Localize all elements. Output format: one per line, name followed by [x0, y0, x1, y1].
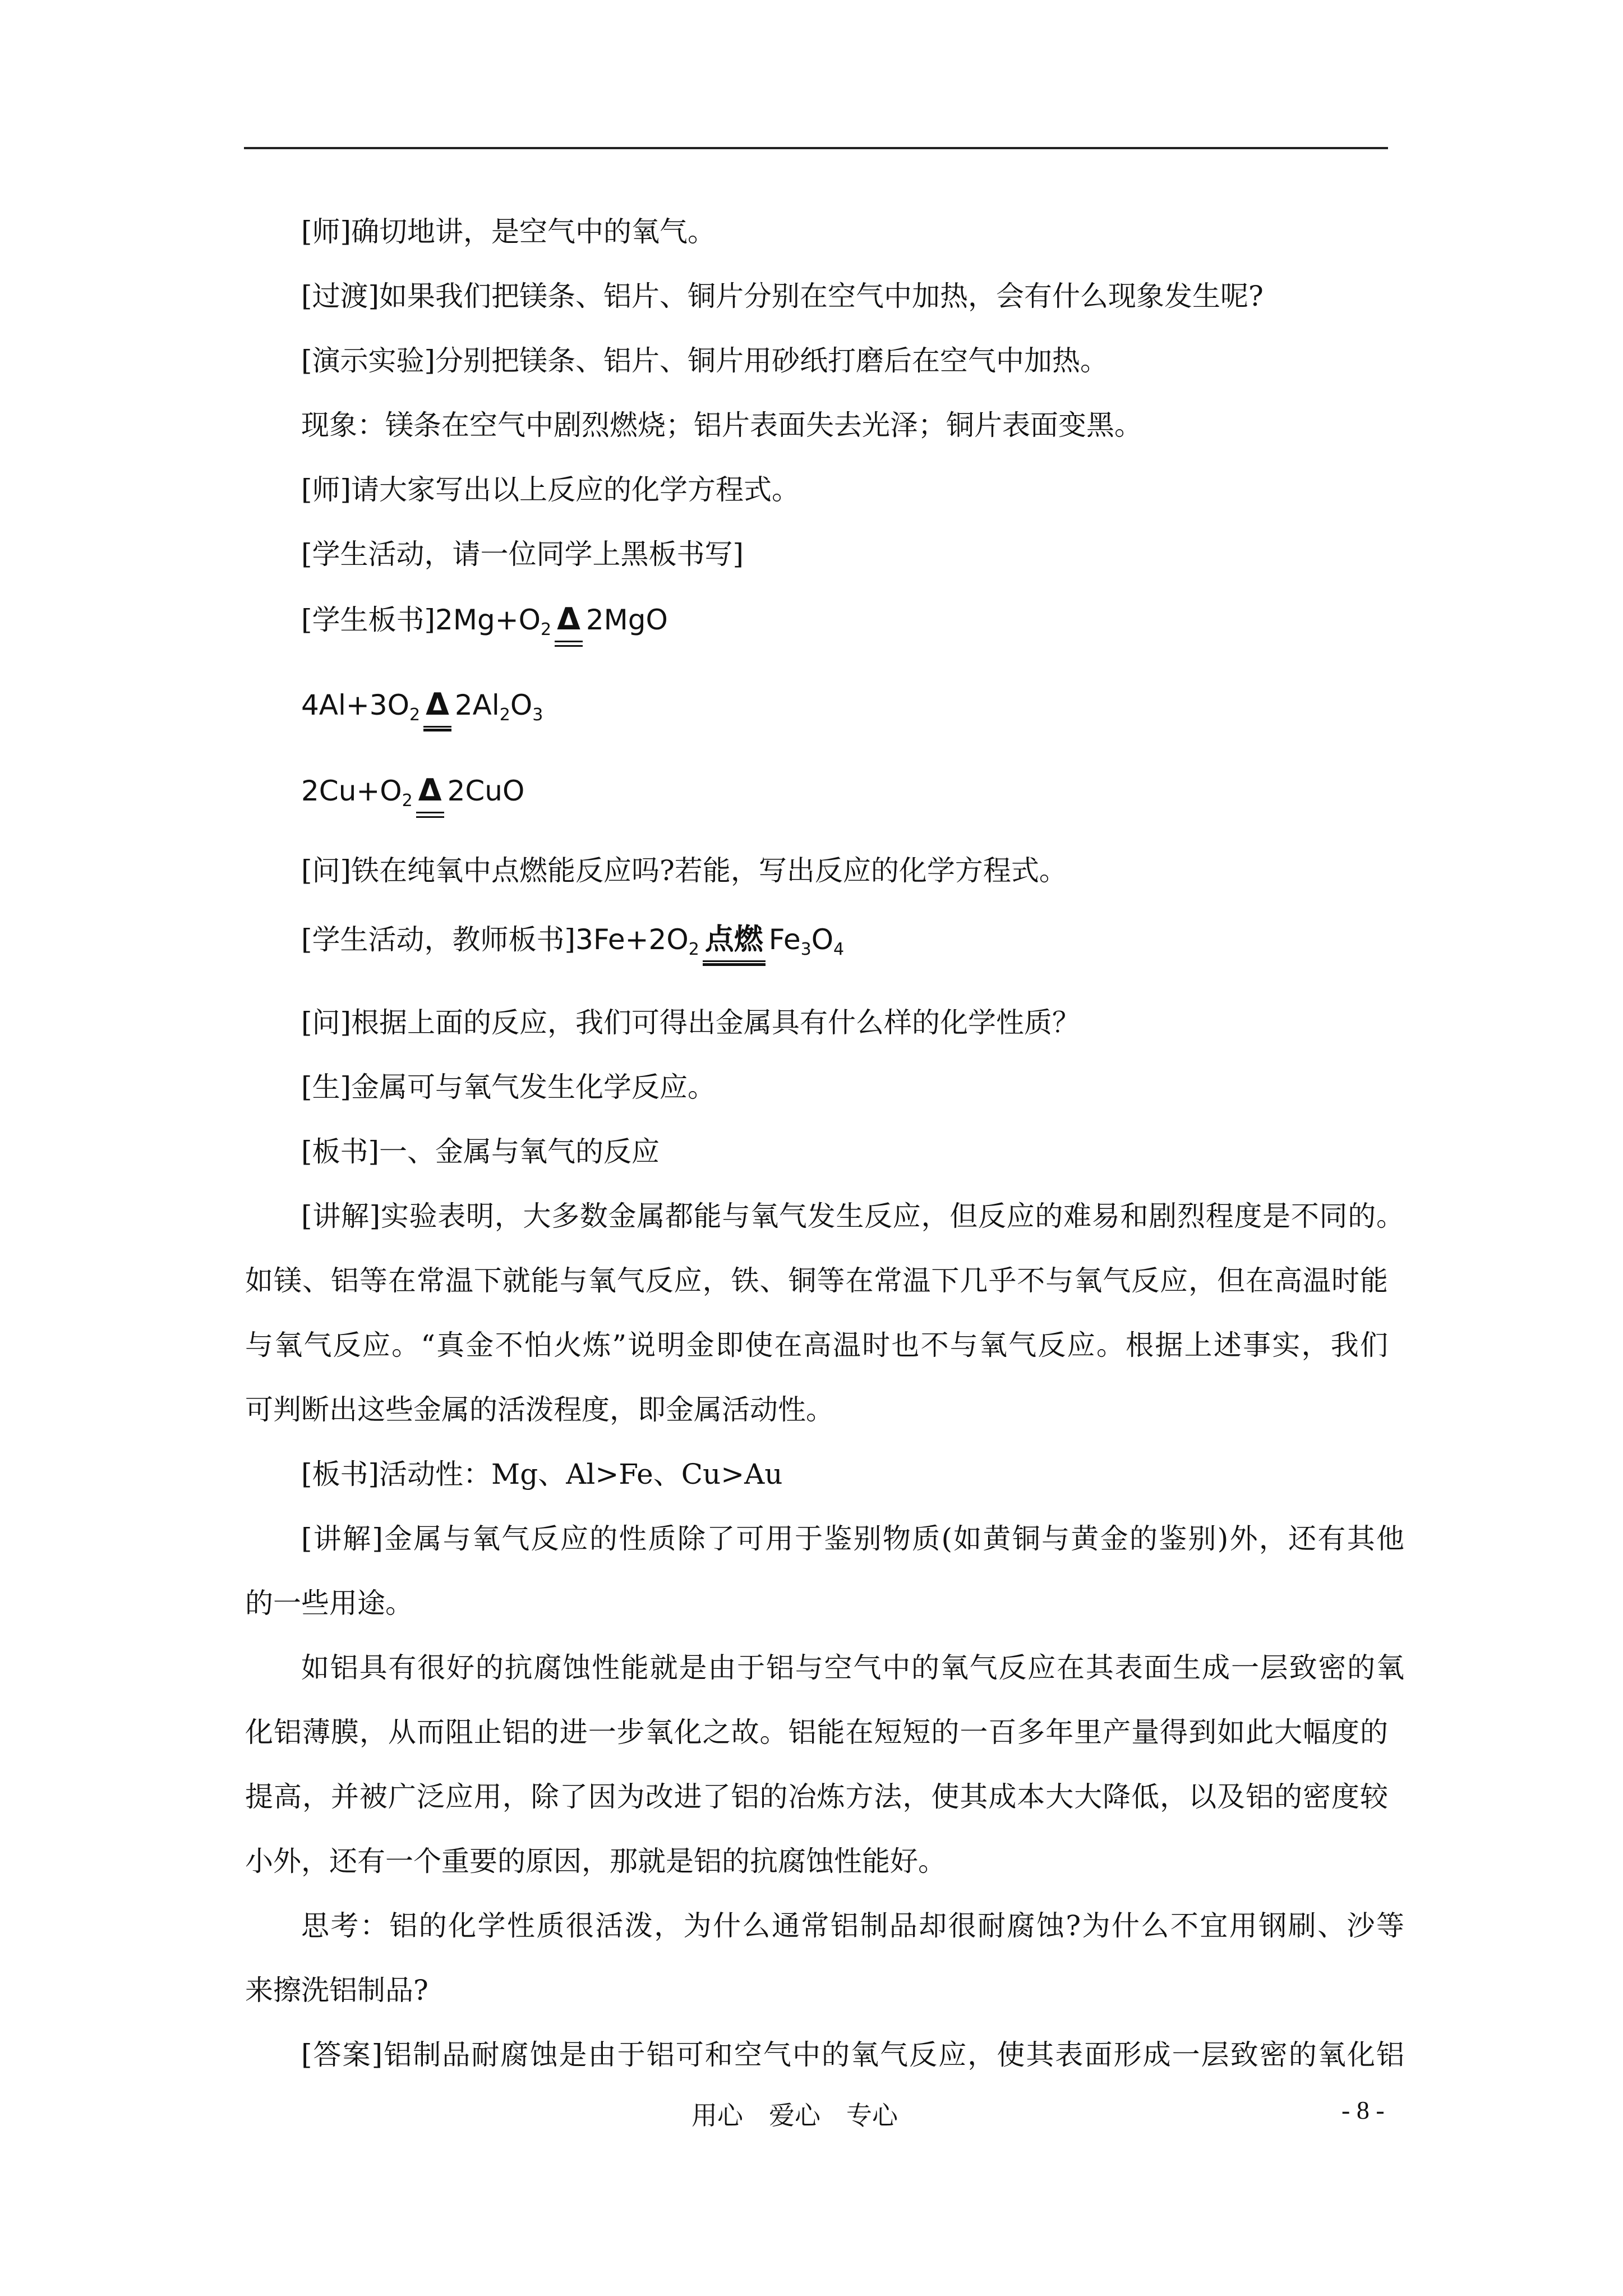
text-line: [板书]一、金属与氧气的反应	[301, 1135, 660, 1168]
text-line: 如镁、铝等在常温下就能与氧气反应，铁、铜等在常温下几乎不与氧气反应，但在高温时能	[245, 1264, 1388, 1297]
header-rule	[244, 147, 1388, 149]
text-line: [过渡]如果我们把镁条、铝片、铜片分别在空气中加热，会有什么现象发生呢?	[301, 280, 1264, 312]
text-line: [讲解]金属与氧气反应的性质除了可用于鉴别物质(如黄铜与黄金的鉴别)外，还有其他	[301, 1522, 1404, 1555]
text-line: [答案]铝制品耐腐蚀是由于铝可和空气中的氧气反应，使其表面形成一层致密的氧化铝	[301, 2039, 1404, 2071]
text-line: 小外，还有一个重要的原因，那就是铝的抗腐蚀性能好。	[245, 1845, 946, 1878]
text-line: [讲解]实验表明，大多数金属都能与氧气发生反应，但反应的难易和剧烈程度是不同的。	[301, 1200, 1404, 1232]
text-line: 现象：镁条在空气中剧烈燃烧；铝片表面失去光泽；铜片表面变黑。	[301, 409, 1142, 441]
equation-al: $4Al+3O_2$ Δ $2Al_2O_3$	[301, 689, 543, 721]
heat-condition: Δ	[555, 600, 583, 647]
heat-condition: Δ	[423, 685, 451, 731]
equation-prefix: [学生活动，教师板书]	[301, 923, 576, 956]
equation-fe-line	[301, 920, 844, 966]
page-number: - 8 -	[1341, 2096, 1385, 2124]
text-line: 如铝具有很好的抗腐蚀性能就是由于铝与空气中的氧气反应在其表面生成一层致密的氧	[301, 1651, 1404, 1684]
text-line: [问]根据上面的反应，我们可得出金属具有什么样的化学性质？	[301, 1006, 1081, 1039]
text-line: 来擦洗铝制品?	[245, 1974, 428, 2007]
equation-cu: $2Cu+O_2$ Δ 2CuO	[301, 775, 524, 807]
text-line: 的一些用途。	[245, 1587, 413, 1619]
equation-mg: $2Mg+O_2$ Δ 2MgO	[435, 604, 668, 636]
text-line: 与氧气反应。“真金不怕火炼”说明金即使在高温时也不与氧气反应。根据上述事实，我们	[245, 1329, 1388, 1361]
footer-slogan: 用心 爱心 专心	[691, 2100, 898, 2131]
equation-mg-line	[301, 600, 668, 647]
equation-al-line	[301, 685, 543, 731]
text-line: [演示实验]分别把镁条、铝片、铜片用砂纸打磨后在空气中加热。	[301, 344, 1109, 377]
text-line: 化铝薄膜，从而阻止铝的进一步氧化之故。铝能在短短的一百多年里产量得到如此大幅度的	[245, 1716, 1388, 1749]
heat-condition: Δ	[416, 771, 444, 818]
text-line: 可判断出这些金属的活泼程度，即金属活动性。	[245, 1393, 834, 1426]
text-line: 思考：铝的化学性质很活泼，为什么通常铝制品却很耐腐蚀?为什么不宜用钢刷、沙等	[301, 1910, 1404, 1942]
text-line: [学生活动，请一位同学上黑板书写]	[301, 538, 744, 570]
text-line: [板书]活动性：Mg、Al>Fe、Cu>Au	[301, 1458, 783, 1490]
text-line: [问]铁在纯氧中点燃能反应吗?若能，写出反应的化学方程式。	[301, 854, 1067, 887]
equation-cu-line	[301, 771, 524, 818]
equation-prefix: [学生板书]	[301, 604, 436, 636]
text-line: [师]确切地讲，是空气中的氧气。	[301, 215, 716, 248]
ignite-condition: 点燃	[703, 920, 766, 966]
text-line: 提高，并被广泛应用，除了因为改进了铝的冶炼方法，使其成本大大降低，以及铝的密度较	[245, 1780, 1388, 1813]
equation-fe: $3Fe+2O_2$ 点燃 $Fe_3O_4$	[575, 923, 844, 956]
text-line: [师]请大家写出以上反应的化学方程式。	[301, 473, 800, 506]
text-line: [生]金属可与氧气发生化学反应。	[301, 1071, 716, 1103]
